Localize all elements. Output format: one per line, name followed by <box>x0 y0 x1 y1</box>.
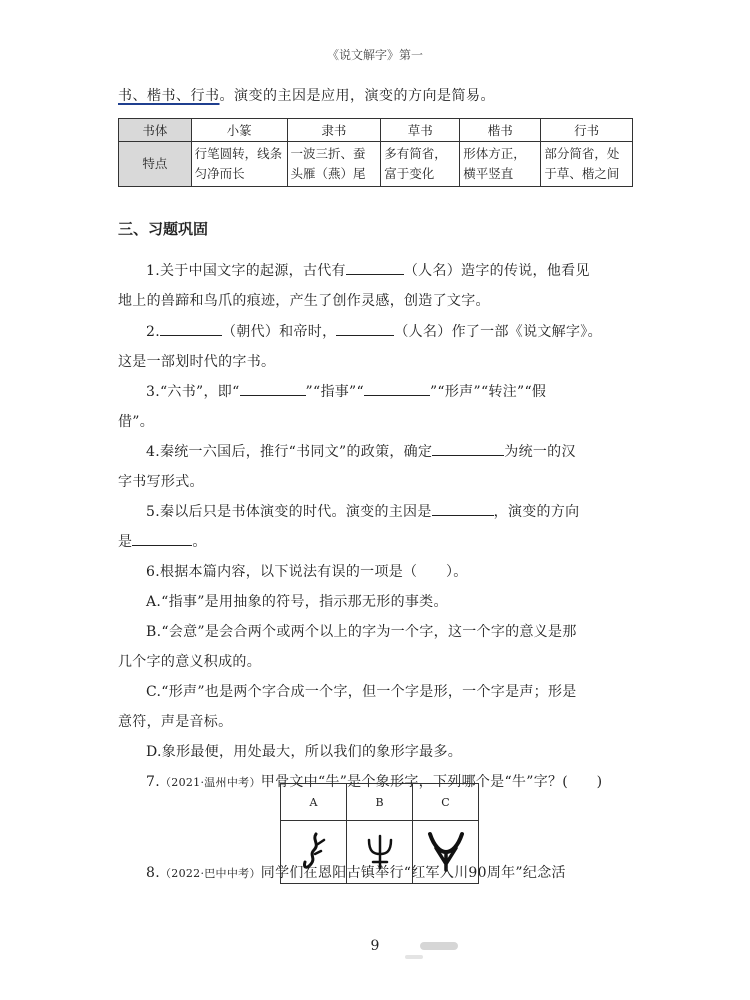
q2-text-c: （人名）作了一部《说文解字》。 <box>394 324 602 340</box>
table-cell: 形体方正，横平竖直 <box>460 142 541 187</box>
option-label-a: A <box>281 784 347 821</box>
q7-number: 7. <box>146 774 160 790</box>
option-c-cont: 意符，声是音标。 <box>118 714 233 730</box>
q4-text-b: 为统一的汉 <box>504 444 576 460</box>
q8-number: 8. <box>146 865 160 881</box>
answer-blank[interactable] <box>432 441 504 456</box>
option-b[interactable]: B.“会意”是会合两个或两个以上的字为一个字，这一个字的意义是那 <box>146 624 577 640</box>
table-header-cell: 书体 <box>119 119 192 142</box>
question-3-cont: 借”。 <box>118 414 155 430</box>
q2-text-a: 2. <box>146 324 160 340</box>
question-3 <box>118 377 634 407</box>
question-4-cont: 字书写形式。 <box>118 474 204 490</box>
q5-text-d: 。 <box>192 534 207 550</box>
q3-text-b: ”“指事”“ <box>305 384 364 400</box>
underlined-text: 书、楷书、行书 <box>118 88 220 104</box>
q1-text-b: （人名）造字的传说，他看见 <box>403 263 590 279</box>
option-d[interactable]: D.象形最便，用处最大，所以我们的象形字最多。 <box>146 744 463 760</box>
question-4 <box>118 437 634 467</box>
table-header-cell: 隶书 <box>287 119 381 142</box>
section-title: 三、习题巩固 <box>118 220 209 238</box>
option-c[interactable]: C.“形声”也是两个字合成一个字，但一个字是形，一个字是声；形是 <box>146 684 577 700</box>
q3-text-a: 3.“六书”，即“ <box>146 384 240 400</box>
table-row-label: 特点 <box>119 142 192 187</box>
q4-text-a: 4.秦统一六国后，推行“书同文”的政策，确定 <box>146 444 433 460</box>
q8-stem: 同学们在恩阳古镇举行“红军入川90周年”纪念活 <box>260 865 566 881</box>
intro-rest: 。演变的主因是应用，演变的方向是简易。 <box>219 88 495 104</box>
answer-blank[interactable] <box>364 381 430 396</box>
q3-text-c: ”“形声”“转注”“假 <box>429 384 547 400</box>
question-2-cont: 这是一部划时代的字书。 <box>118 354 276 370</box>
page-number: 9 <box>370 938 380 954</box>
table-cell: 多有简省，富于变化 <box>381 142 460 187</box>
answer-blank[interactable] <box>336 321 394 336</box>
table-header-cell: 楷书 <box>460 119 541 142</box>
q5-text-b: ，演变的方向 <box>493 504 580 520</box>
q1-text-a: 1.关于中国文字的起源，古代有 <box>146 263 346 279</box>
question-6-stem: 6.根据本篇内容，以下说法有误的一项是（ ）。 <box>146 564 468 580</box>
table-cell: 一波三折、蚕头雁（燕）尾 <box>287 142 381 187</box>
option-b-cont: 几个字的意义积成的。 <box>118 654 261 670</box>
q7-stem: 甲骨文中“牛”是个象形字，下列哪个是“牛”字？( ) <box>260 774 603 790</box>
intro-line <box>118 85 495 105</box>
question-1 <box>118 256 634 286</box>
question-1-cont: 地上的兽蹄和鸟爪的痕迹，产生了创作灵感，创造了文字。 <box>118 293 490 309</box>
table-header-cell: 行书 <box>541 119 633 142</box>
answer-blank[interactable] <box>432 501 494 516</box>
option-label-b: B <box>347 784 413 821</box>
option-label-c: C <box>413 784 479 821</box>
q2-text-b: （朝代）和帝时， <box>221 324 337 340</box>
q5-text-a: 5.秦以后只是书体演变的时代。演变的主因是 <box>146 504 432 520</box>
table-cell: 部分简省，处于草、楷之间 <box>541 142 633 187</box>
table-header-cell: 草书 <box>381 119 460 142</box>
scan-smudge <box>405 955 423 959</box>
question-5 <box>118 497 634 527</box>
question-5-cont <box>118 527 634 557</box>
scan-smudge <box>420 942 458 950</box>
table-cell: 行笔圆转，线条匀净而长 <box>191 142 287 187</box>
q5-text-c: 是 <box>118 534 133 550</box>
answer-blank[interactable] <box>240 381 306 396</box>
answer-blank[interactable] <box>132 531 192 546</box>
answer-blank[interactable] <box>346 260 404 275</box>
table-header-cell: 小篆 <box>191 119 287 142</box>
font-styles-table <box>118 118 633 187</box>
answer-blank[interactable] <box>160 321 222 336</box>
option-a[interactable]: A.“指事”是用抽象的符号，指示那无形的事类。 <box>146 594 448 610</box>
question-8 <box>118 858 634 889</box>
question-2 <box>118 317 634 347</box>
q8-source: （2022·巴中中考） <box>159 867 261 880</box>
page-header: 《说文解字》第一 <box>326 48 423 62</box>
q7-source: （2021·温州中考） <box>159 776 261 789</box>
